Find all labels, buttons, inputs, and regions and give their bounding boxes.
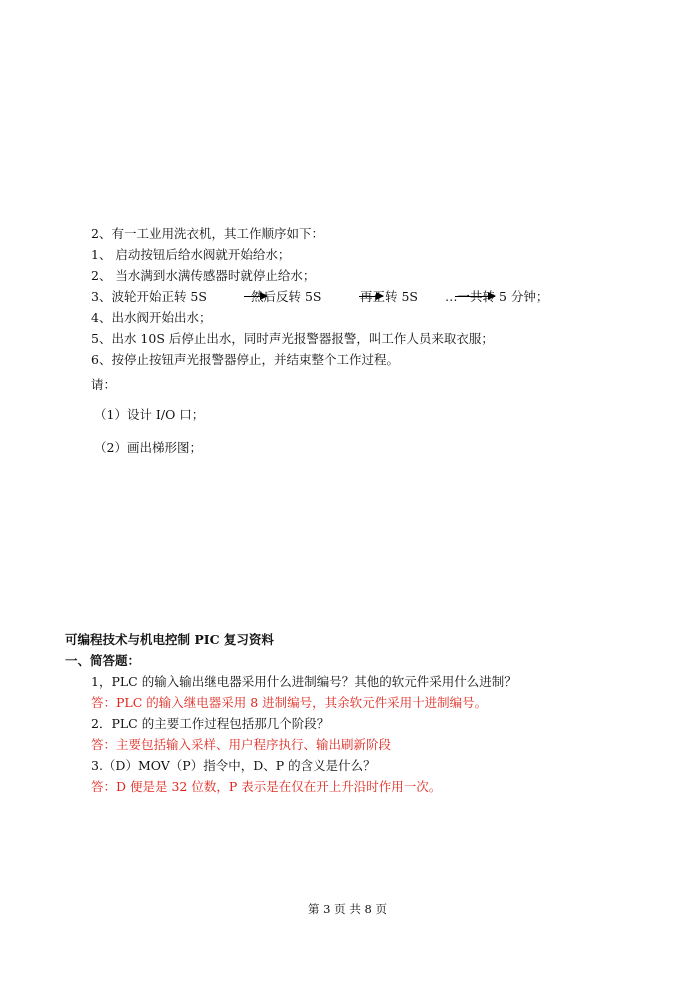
- step-1: 1、 启动按钮后给水阀就开始给水；: [91, 247, 291, 262]
- question-ladder: （2）画出梯形图；: [94, 440, 202, 455]
- step-5: 5、出水 10S 后停止出水，同时声光报警器报警，叫工作人员来取衣服；: [91, 331, 494, 346]
- page-footer: 第 3 页 共 8 页: [308, 902, 387, 916]
- answer-2: 答：主要包括输入采样、用户程序执行、输出刷新阶段: [91, 737, 392, 752]
- step-4: 4、出水阀开始出水；: [91, 310, 212, 325]
- step-3-part4: …一共转 5 分钟；: [445, 289, 549, 304]
- step-3-sequence: [91, 289, 571, 305]
- review-title: 可编程技术与机电控制 PIC 复习资料: [65, 632, 274, 647]
- step-2: 2、 当水满到水满传感器时就停止给水；: [91, 268, 316, 283]
- step-3-part2: 然后反转 5S: [251, 289, 322, 304]
- question-3: 3.（D）MOV（P）指令中，D、P 的含义是什么？: [91, 758, 376, 773]
- section-heading: 一、简答题：: [65, 653, 141, 668]
- task2-heading: 2、有一工业用洗衣机，其工作顺序如下：: [91, 226, 324, 241]
- question-2: 2．PLC 的主要工作过程包括那几个阶段？: [91, 716, 330, 731]
- request-label: 请：: [91, 377, 117, 392]
- question-io: （1）设计 I/O 口；: [94, 407, 205, 422]
- step-3-part1: 3、波轮开始正转 5S: [91, 289, 207, 304]
- question-1: 1，PLC 的输入输出继电器采用什么进制编号？其他的软元件采用什么进制？: [91, 674, 517, 689]
- answer-1: 答：PLC 的输入继电器采用 8 进制编号，其余软元件采用十进制编号。: [91, 695, 488, 710]
- step-3-part3: 再正转 5S: [360, 289, 418, 304]
- answer-3: 答：D 便是是 32 位数，P 表示是在仅在开上升沿时作用一次。: [91, 779, 442, 794]
- step-6: 6、按停止按钮声光报警器停止，并结束整个工作过程。: [91, 352, 399, 367]
